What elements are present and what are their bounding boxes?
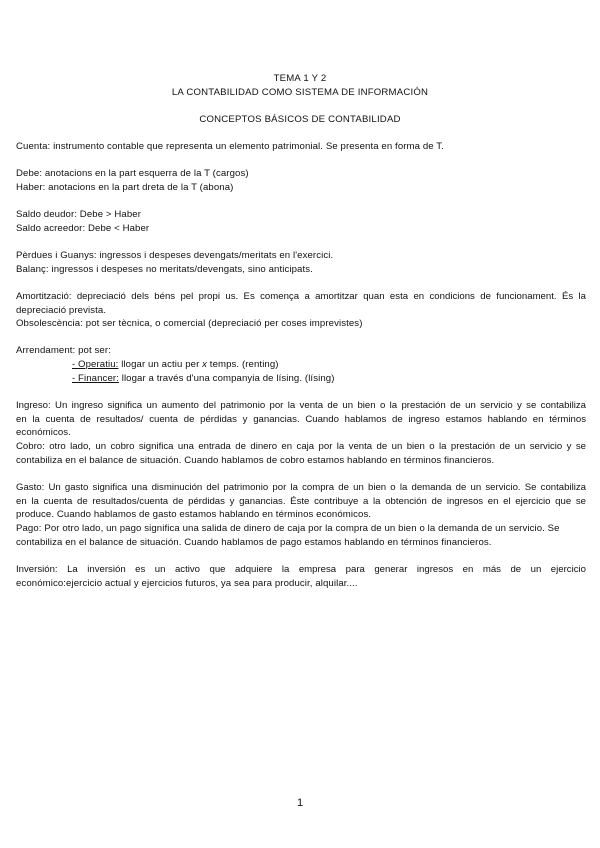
text: en la cuenta de resultados/cuenta de pérdidas y ganancias. Éste contribuye a la obtención de ingresos en el ejercicio que se — [16, 496, 586, 507]
operatiu-text-a: llogar un actiu per — [118, 359, 203, 370]
def-arrendament: Arrendament: pot ser: — [16, 345, 111, 356]
def-ingreso-line1 — [16, 400, 586, 411]
def-pago-line2: contabiliza en el balance de situación. Cuando hablamos de pago estamos hablando en términos financieros. — [16, 537, 492, 548]
def-balanc: Balanç: ingressos i despeses no meritats/devengats, sino anticipats. — [16, 264, 313, 275]
def-inversion-line1 — [16, 564, 586, 575]
def-obsolescencia: Obsolescència: pot ser tècnica, o comercial (depreciació per coses imprevistes) — [16, 318, 363, 329]
financer-text: llogar a través d'una companyia de lísing. (lísing) — [118, 373, 335, 384]
def-perdues-guanys: Pèrdues i Guanys: ingressos i despeses devengats/meritats en l'exercici. — [16, 250, 334, 261]
arrendament-operatiu — [72, 359, 279, 370]
operatiu-x: x — [202, 359, 208, 370]
text: Ingreso: Un ingreso significa un aumento del patrimonio por la venta de un bien o la prestación de un servicio y se contabiliza — [16, 400, 586, 411]
def-inversion-line2: económico:ejercicio actual y ejercicios futuros, ya sea para producir, alquilar.... — [16, 578, 358, 589]
def-pago-line1: Pago: Por otro lado, un pago significa una salida de dinero de caja por la compra de un bien o la demanda de un servicio. Se — [16, 523, 560, 534]
text: Cobro: otro lado, un cobro significa una entrada de dinero en caja por la venta de un bien o la prestación de un servicio y se — [16, 441, 586, 452]
page-number: 1 — [296, 797, 304, 809]
def-haber: Haber: anotacions en la part dreta de la T (abona) — [16, 182, 234, 193]
def-saldo-deudor: Saldo deudor: Debe > Haber — [16, 209, 142, 220]
def-debe: Debe: anotacions en la part esquerra de la T (cargos) — [16, 168, 249, 179]
arrendament-financer — [72, 373, 335, 384]
financer-label: - Financer: — [72, 373, 119, 384]
operatiu-text-b: temps. (renting) — [207, 359, 279, 370]
doc-subtitle: LA CONTABILIDAD COMO SISTEMA DE INFORMACIÓN — [171, 87, 429, 98]
def-amortitzacio-line2: depreciació prevista. — [16, 305, 107, 316]
text: en la cuenta de resultados/ cuenta de pérdidas y ganancias. Cuando hablamos de ingreso estamos hablando en términos — [16, 414, 586, 425]
text: Amortització: depreciació dels béns pel propi us. Es comença a amortitzar quan esta en condicions de funcionament. És la — [16, 291, 586, 302]
def-ingreso-line2 — [16, 414, 586, 425]
def-saldo-acreedor: Saldo acreedor: Debe < Haber — [16, 223, 150, 234]
def-cobro-line2: contabiliza en el balance de situación. Cuando hablamos de cobro estamos hablando en términos financieros. — [16, 455, 495, 466]
def-gasto-line1 — [16, 482, 586, 493]
doc-title: TEMA 1 Y 2 — [273, 73, 327, 84]
def-gasto-line2 — [16, 496, 586, 507]
operatiu-label: - Operatiu: — [72, 359, 119, 370]
def-cobro-line1 — [16, 441, 586, 452]
section-heading: CONCEPTOS BÁSICOS DE CONTABILIDAD — [199, 114, 401, 125]
def-amortitzacio-line1 — [16, 291, 586, 302]
text: Gasto: Un gasto significa una disminución del patrimonio por la compra de un bien o la demanda de un servicio. Se contabiliza — [16, 482, 586, 493]
def-ingreso-line3: económicos. — [16, 427, 71, 438]
def-cuenta: Cuenta: instrumento contable que representa un elemento patrimonial. Se presenta en forma de T. — [16, 141, 444, 152]
text: Inversión: La inversión es un activo que adquiere la empresa para generar ingresos en más de un ejercicio — [16, 564, 586, 575]
def-gasto-line3: produce. Cuando hablamos de gasto estamos hablando en términos económicos. — [16, 509, 372, 520]
